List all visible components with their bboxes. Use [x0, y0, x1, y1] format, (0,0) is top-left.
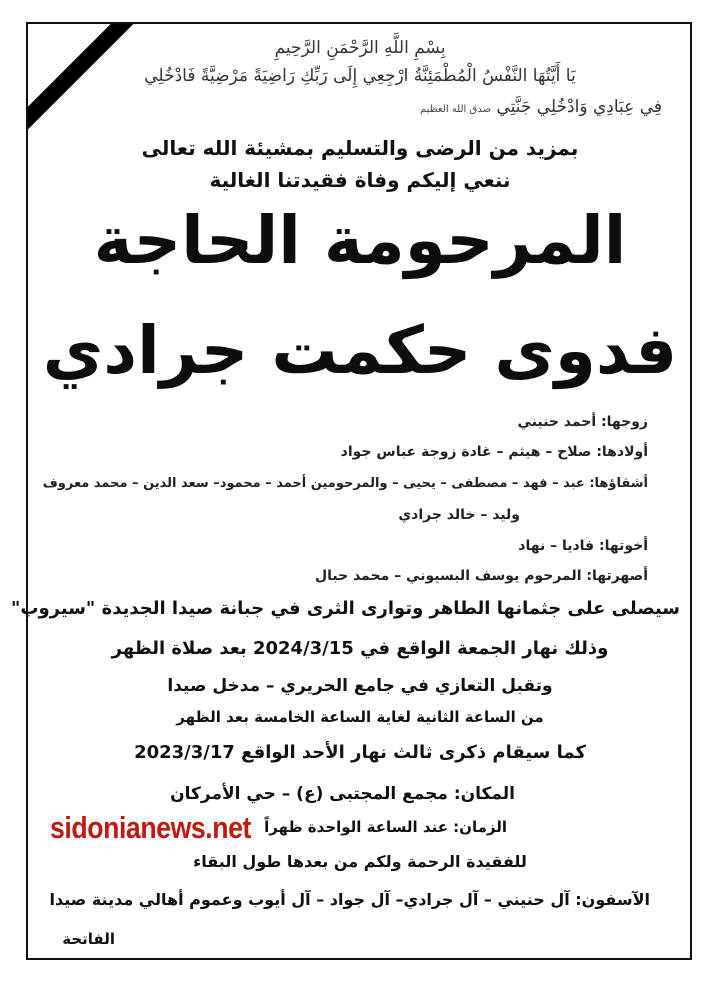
- mourners-line: الآسفون: آل حنيني – آل جرادي– آل جواد – آل أيوب وعموم أهالي مدينة صيدا: [49, 890, 650, 909]
- intro-line-1: بمزيد من الرضى والتسليم بمشيئة الله تعالى: [141, 136, 579, 160]
- deceased-title: المرحومة الحاجة: [93, 202, 627, 279]
- deceased-name: فدوى حكمت جرادي: [42, 312, 678, 389]
- sadaq-text: صدق الله العظيم: [420, 104, 491, 115]
- condolence-line: وتقبل التعازي في جامع الحريري – مدخل صيدا: [167, 676, 553, 696]
- memorial-line: كما سيقام ذكرى ثالث نهار الأحد الواقع 2023/3/17: [134, 742, 586, 763]
- burial-line: سيصلى على جثمانها الطاهر وتوارى الثرى في جبانة صيدا الجديدة "سيروب": [11, 598, 680, 619]
- mercy-line: للفقيدة الرحمة ولكم من بعدها طول البقاء: [193, 852, 527, 871]
- brothers-line-2: وليد – خالد جرادي: [398, 507, 520, 523]
- memorial-place-line: المكان: مجمع المجتبى (ع) – حي الأمركان: [170, 784, 515, 804]
- fatiha-line: الفاتحة: [62, 930, 115, 948]
- sisters-line: أخوتها: فاديا – نهاد: [518, 538, 648, 554]
- funeral-date-line: وذلك نهار الجمعة الواقع في 2024/3/15 بعد صلاة الظهر: [111, 638, 609, 659]
- memorial-time-line: الزمان: عند الساعة الواحدة ظهراً: [264, 818, 507, 836]
- children-line: أولادها: صلاح – هيثم – غادة زوجة عباس جواد: [340, 444, 648, 460]
- husband-line: زوجها: أحمد حنيني: [517, 414, 648, 430]
- basmala: بِسْمِ اللَّهِ الرَّحْمَنِ الرَّحِيمِ: [274, 38, 446, 58]
- site-watermark: sidonianews.net: [50, 810, 251, 845]
- in-laws-line: أصهرتها: المرحوم يوسف البسيوني – محمد حبال: [315, 568, 648, 584]
- verse-line-1: يَا أَيَّتُهَا النَّفْسُ الْمُطْمَئِنَّةُ ارْجِعِي إِلَى رَبِّكِ رَاضِيَةً مَرْضِيَّةً فَادْخُلِي: [144, 66, 576, 86]
- brothers-line-1: أشقاؤها: عبد – فهد – مصطفى – يحيى – والمرحومين أحمد – محمود– سعد الدين – محمد معروف: [42, 476, 648, 491]
- verse-line-2: فِي عِبَادِي وَادْخُلِي جَنَّتِي: [496, 97, 662, 117]
- verse-line-2-wrap: [420, 97, 662, 117]
- intro-line-2: ننعي إليكم وفاة فقيدتنا الغالية: [209, 168, 511, 192]
- condolence-hours-line: من الساعة الثانية لغاية الساعة الخامسة بعد الظهر: [176, 708, 544, 726]
